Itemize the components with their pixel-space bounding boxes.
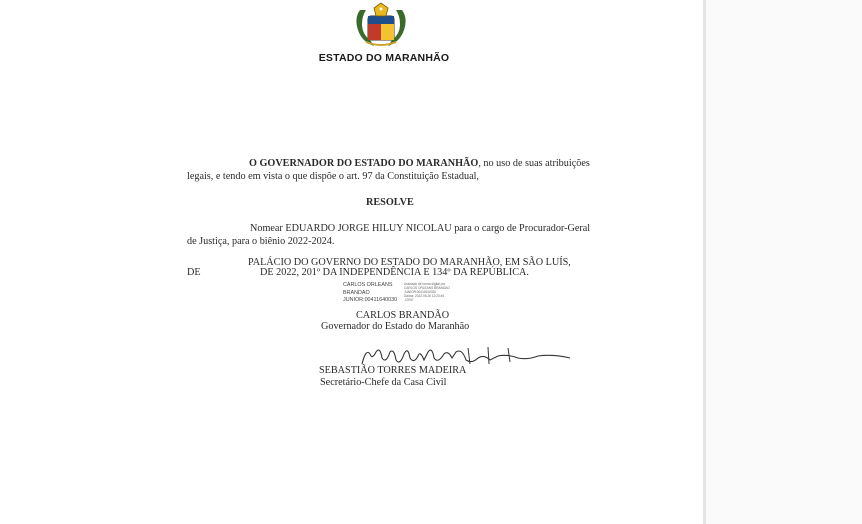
- governor-title: Governador do Estado do Maranhão: [321, 321, 470, 332]
- nomear-line-2: de Justiça, para o biênio 2022-2024.: [187, 236, 335, 247]
- intro-line-2: legais, e tendo em vista o que dispõe o art. 97 da Constituição Estadual,: [187, 171, 479, 182]
- governor-name: CARLOS BRANDÃO: [356, 310, 450, 321]
- stamp-line-3: JUNIOR:00411640030: [343, 297, 398, 303]
- stamp-small-4: Dados: 2022.05.26 12:23:46: [404, 294, 445, 298]
- resolve-heading: RESOLVE: [366, 197, 414, 208]
- intro-line-1: [249, 157, 590, 171]
- stamp-small-5: -03'00': [404, 298, 414, 302]
- secretary-title: Secretário-Chefe da Casa Civil: [320, 377, 447, 388]
- stamp-small-1: Assinado de forma digital por: [404, 282, 446, 286]
- state-name: ESTADO DO MARANHÃO: [318, 52, 450, 64]
- state-coat-of-arms-icon: [352, 2, 410, 48]
- intro-rest: , no uso de suas atribuições: [478, 158, 590, 169]
- stamp-line-2: BRANDAO: [343, 290, 370, 296]
- palacio-line-1: PALÁCIO DO GOVERNO DO ESTADO DO MARANHÃO, EM SÃO LUÍS,: [248, 257, 571, 268]
- palacio-line-2: DE 2022, 201º DA INDEPENDÊNCIA E 134º DA REPÚBLICA.: [260, 267, 529, 278]
- margin-area: [706, 0, 862, 524]
- stamp-line-1: CARLOS ORLEANS: [343, 282, 393, 288]
- governor-heading: O GOVERNADOR DO ESTADO DO MARANHÃO: [249, 158, 479, 169]
- palacio-de: DE: [187, 267, 201, 278]
- stamp-small-3: JUNIOR:00411640030: [404, 290, 437, 294]
- nomear-line-1: Nomear EDUARDO JORGE HILUY NICOLAU para o cargo de Procurador-Geral: [250, 223, 591, 234]
- stamp-small-2: CARLOS ORLEANS BRANDAO: [404, 286, 450, 290]
- secretary-name: SEBASTIÃO TORRES MADEIRA: [319, 365, 467, 376]
